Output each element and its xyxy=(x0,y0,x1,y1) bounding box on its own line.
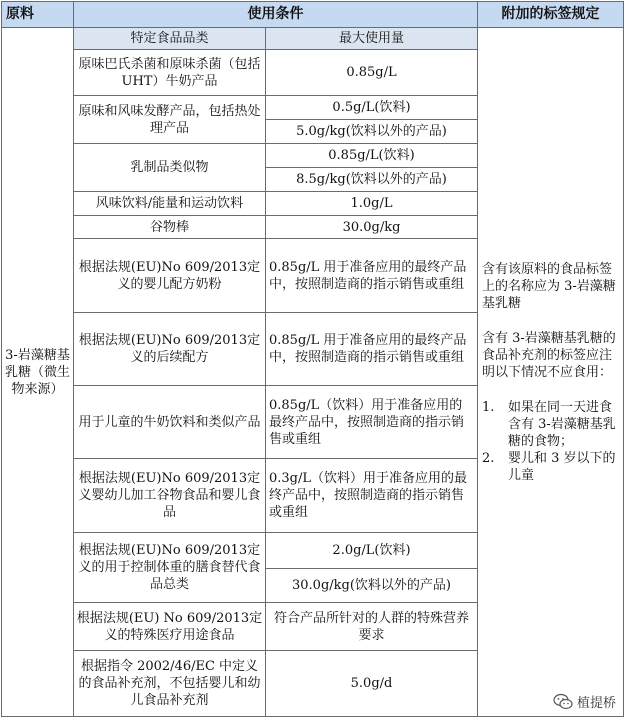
max-usage-cell: 0.85g/L（饮料）用于准备应用的最终产品中，按照制造商的指示销售或重组 xyxy=(266,386,478,459)
regulation-table xyxy=(1,1,624,717)
label-rule-list xyxy=(482,399,619,484)
watermark xyxy=(553,692,616,711)
food-category-cell: 原味和风味发酵产品，包括热处理产品 xyxy=(74,96,266,144)
label-rule-item: 2. 婴儿和 3 岁以下的儿童 xyxy=(482,450,616,483)
raw-material-cell: 3-岩藻糖基乳糖（微生物来源） xyxy=(2,28,74,717)
max-usage-cell: 0.85g/L(饮料) xyxy=(266,144,478,168)
food-category-cell: 原味巴氏杀菌和原味杀菌（包括 UHT）牛奶产品 xyxy=(74,50,266,96)
header-row xyxy=(2,2,624,28)
max-usage-cell: 0.3g/L（饮料）用于准备应用的最终产品中，按照制造商的指示销售或重组 xyxy=(266,459,478,533)
max-usage-cell: 0.85g/L 用于准备应用的最终产品中，按照制造商的指示销售或重组 xyxy=(266,313,478,386)
label-rule-para2: 含有 3-岩藻糖基乳糖的食品补充剂的标签应注明以下情况不应食用： xyxy=(482,330,616,380)
header-raw-material: 原料 xyxy=(2,2,74,28)
max-usage-cell: 5.0g/d xyxy=(266,651,478,717)
watermark-text: 植提桥 xyxy=(576,696,616,711)
food-category-cell: 谷物棒 xyxy=(74,216,266,239)
food-category-cell: 根据指令 2002/46/EC 中定义的食品补充剂，不包括婴儿和幼儿食品补充剂 xyxy=(74,651,266,717)
food-category-cell: 乳制品类似物 xyxy=(74,144,266,192)
max-usage-cell: 30.0g/kg xyxy=(266,216,478,239)
food-category-cell: 根据法规(EU) No 609/2013定义的特殊医疗用途食品 xyxy=(74,603,266,651)
header-conditions: 使用条件 xyxy=(74,2,478,28)
food-category-cell: 根据法规(EU)No 609/2013定义婴幼儿加工谷物食品和婴儿食品 xyxy=(74,459,266,533)
subheader-max-usage: 最大使用量 xyxy=(266,28,478,50)
max-usage-cell: 0.5g/L(饮料) xyxy=(266,96,478,120)
food-category-cell: 根据法规(EU)No 609/2013定义的后续配方 xyxy=(74,313,266,386)
food-category-cell: 用于儿童的牛奶饮料和类似产品 xyxy=(74,386,266,459)
label-rule-item: 1. 如果在同一天进食含有 3-岩藻糖基乳糖的食物； xyxy=(482,399,616,449)
food-category-cell: 根据法规(EU)No 609/2013定义的婴儿配方奶粉 xyxy=(74,239,266,313)
header-labeling: 附加的标签规定 xyxy=(478,2,624,28)
subheader-row xyxy=(2,28,624,50)
food-category-cell: 根据法规(EU)No 609/2013定义的用于控制体重的膳食替代食品总类 xyxy=(74,533,266,603)
max-usage-cell: 8.5g/kg(饮料以外的产品) xyxy=(266,168,478,192)
food-category-cell: 风味饮料/能量和运动饮料 xyxy=(74,192,266,216)
subheader-food-category: 特定食品品类 xyxy=(74,28,266,50)
wechat-icon xyxy=(553,693,573,711)
max-usage-cell: 5.0g/kg(饮料以外的产品) xyxy=(266,120,478,144)
label-rule-cell xyxy=(478,28,624,717)
max-usage-cell: 1.0g/L xyxy=(266,192,478,216)
label-rule-para1: 含有该原料的食品标签上的名称应为 3-岩藻糖基乳糖 xyxy=(482,261,616,311)
max-usage-cell: 30.0g/kg(饮料以外的产品) xyxy=(266,569,478,603)
max-usage-cell: 符合产品所针对的人群的特殊营养要求 xyxy=(266,603,478,651)
max-usage-cell: 0.85g/L 用于准备应用的最终产品中，按照制造商的指示销售或重组 xyxy=(266,239,478,313)
max-usage-cell: 0.85g/L xyxy=(266,50,478,96)
max-usage-cell: 2.0g/L(饮料) xyxy=(266,533,478,569)
